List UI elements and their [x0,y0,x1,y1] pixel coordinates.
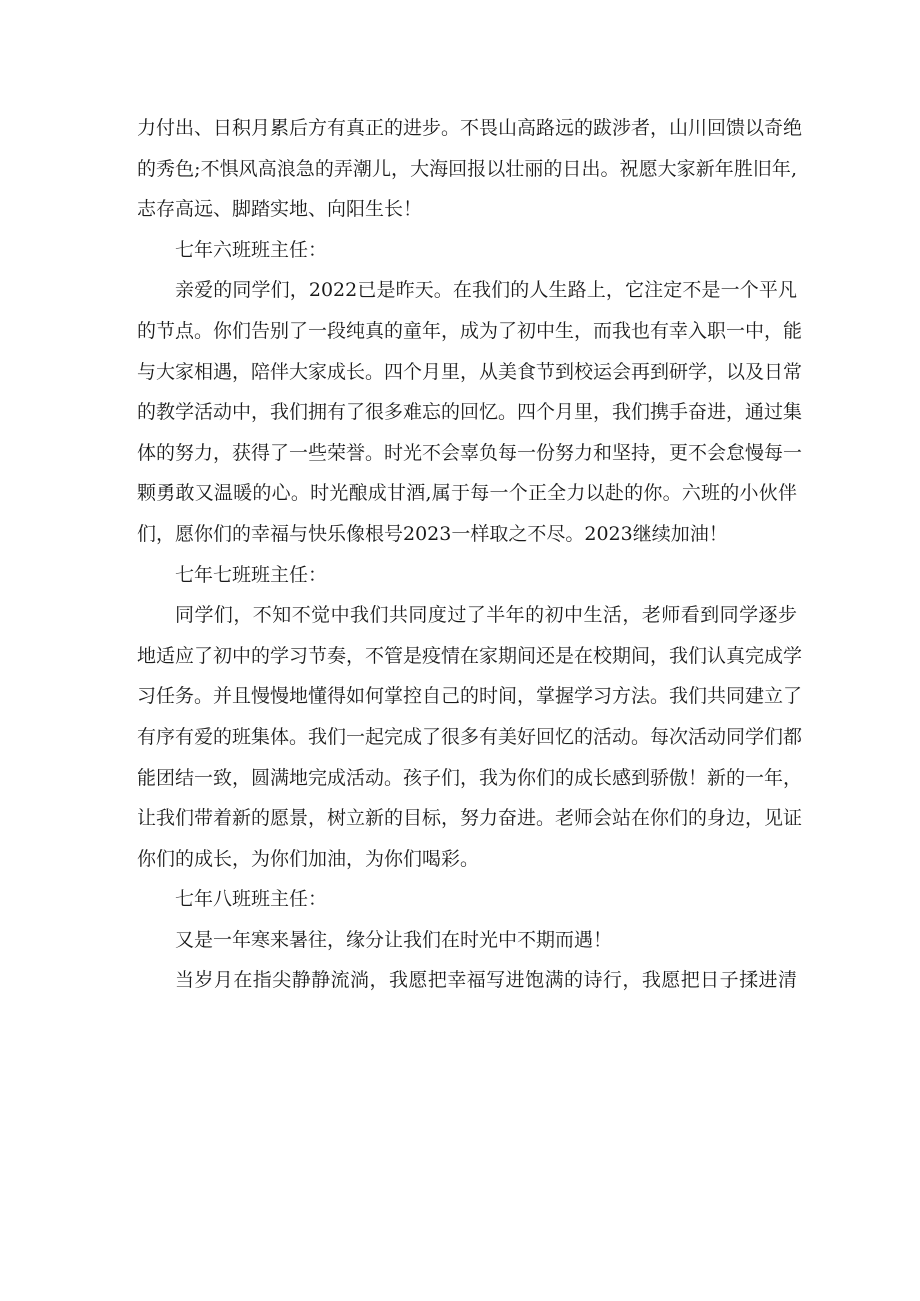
paragraph-line: 你们的成长，为你们加油，为你们喝彩。 [137,847,480,870]
paragraph-line: 亲爱的同学们，2022已是昨天。在我们的人生路上，它注定不是一个平凡 [175,279,797,302]
paragraph-line: 同学们，不知不觉中我们共同度过了半年的初中生活，老师看到同学逐步 [175,604,797,627]
paragraph-line: 让我们带着新的愿景，树立新的目标，努力奋进。老师会站在你们的身边，见证 [137,807,803,830]
paragraph-line: 的教学活动中，我们拥有了很多难忘的回忆。四个月里，我们携手奋进，通过集 [137,401,803,424]
paragraph-line: 当岁月在指尖静静流淌，我愿把幸福写进饱满的诗行，我愿把日子揉进清 [175,969,797,992]
paragraph-line: 与大家相遇，陪伴大家成长。四个月里，从美食节到校运会再到研学，以及日常 [137,360,803,383]
section-heading: 七年八班班主任： [175,888,328,911]
paragraph-line: 们，愿你们的幸福与快乐像根号2023一样取之不尽。2023继续加油！ [137,522,728,545]
paragraph-line: 力付出、日积月累后方有真正的进步。不畏山高路远的跋涉者，山川回馈以奇绝 [137,117,803,139]
paragraph-line: 地适应了初中的学习节奏，不管是疫情在家期间还是在校期间，我们认真完成学 [137,644,803,667]
section-heading: 七年六班班主任： [175,238,328,261]
section-heading: 七年七班班主任： [175,563,328,586]
paragraph-line: 颗勇敢又温暖的心。时光酿成甘酒,属于每一个正全力以赴的你。六班的小伙伴 [137,482,797,505]
paragraph-line: 志存高远、脚踏实地、向阳生长！ [137,198,423,221]
paragraph-line: 的秀色;不惧风高浪急的弄潮儿，大海回报以壮丽的日出。祝愿大家新年胜旧年, [137,157,797,180]
document-text [137,108,803,1001]
paragraph-line: 的节点。你们告别了一段纯真的童年，成为了初中生，而我也有幸入职一中，能 [137,319,803,342]
paragraph-line: 体的努力，获得了一些荣誉。时光不会辜负每一份努力和坚持，更不会怠慢每一 [137,441,803,464]
paragraph-line: 能团结一致，圆满地完成活动。孩子们，我为你们的成长感到骄傲！新的一年， [137,766,803,789]
paragraph-line: 又是一年寒来暑往，缘分让我们在时光中不期而遇！ [175,928,613,951]
paragraph-line: 习任务。并且慢慢地懂得如何掌控自己的时间，掌握学习方法。我们共同建立了 [137,685,803,708]
paragraph-line: 有序有爱的班集体。我们一起完成了很多有美好回忆的活动。每次活动同学们都 [137,725,803,748]
